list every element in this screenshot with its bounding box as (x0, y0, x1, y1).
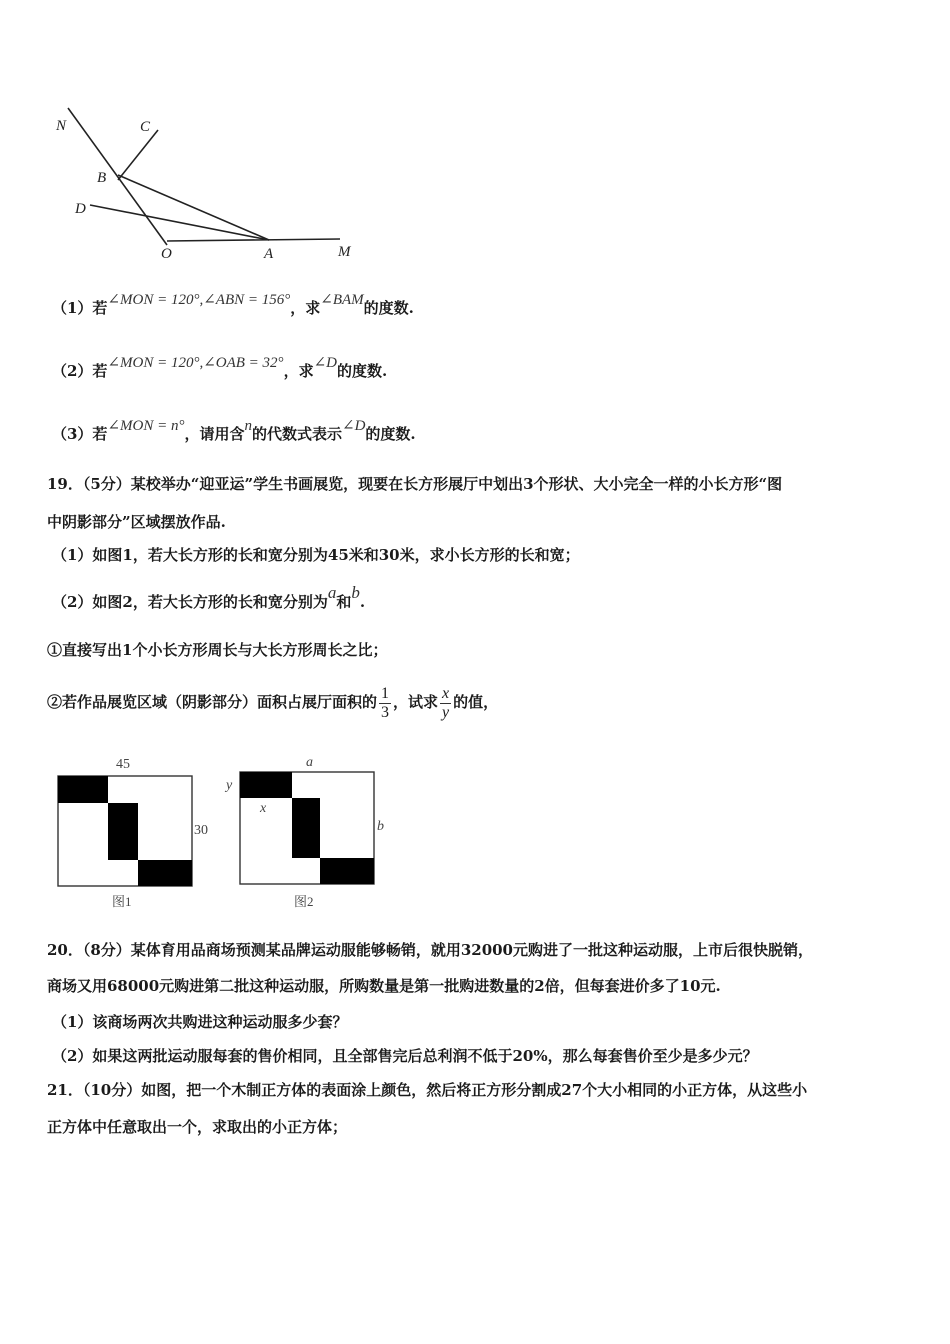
q21-stem-line2: 正方体中任意取出一个，求取出的小正方体； (47, 1118, 348, 1136)
q19-var-b: b (351, 583, 360, 602)
q18-p2-target: ∠D (313, 355, 337, 371)
label-A: A (264, 246, 274, 262)
figure-1 (50, 750, 220, 915)
fig1-length-label: 45 (116, 757, 130, 772)
line-BC (118, 130, 158, 180)
shaded-rect-2 (292, 798, 320, 858)
q19-sub2: ②若作品展览区域（阴影部分）面积占展厅面积的 $\frac{1}{3}$ ，试求 $\frac{x}{y}$ 的值， (47, 684, 499, 721)
shaded-rect-3 (320, 858, 374, 884)
fraction-x-over-y: $\frac{x}{y}$ (442, 684, 450, 721)
q21-stem-line1: 21．（10分）如图，把一个木制正方体的表面涂上颜色，然后将正方形分割成27个大小相同的小正方体，从这些小 (47, 1081, 808, 1099)
fig2-y-label: y (226, 778, 233, 793)
label-B: B (97, 170, 107, 186)
q18-p1-target: ∠BAM (320, 292, 364, 308)
fraction-one-third: $\frac{1}{3}$ (381, 684, 390, 721)
q18-part1: （1）若∠MON = 120°,∠ABN = 156°，求∠BAM的度数. (52, 292, 414, 317)
label-O: O (161, 246, 172, 262)
q20-part2: （2）如果这两批运动服每套的售价相同，且全部售完后总利润不低于20%，那么每套售价至少是多少元？ (52, 1047, 758, 1065)
q20-part1: （1）该商场两次共购进这种运动服多少套？ (52, 1013, 348, 1031)
shaded-rect-1 (240, 772, 292, 798)
q20-stem-line2: 商场又用68000元购进第二批这种运动服，所购数量是第一批购进数量的2倍，但每套进价多了10元. (47, 977, 721, 995)
q19-stem-line2: 中阴影部分”区域摆放作品. (47, 513, 226, 531)
q19-part2: （2）如图2，若大长方形的长和宽分别为a和b. (52, 583, 366, 611)
fig2-x-label: x (260, 801, 267, 816)
angle-figure (40, 100, 370, 270)
fig1-caption: 图1 (112, 894, 132, 909)
q18-part2: （2）若∠MON = 120°,∠OAB = 32°，求∠D的度数. (52, 355, 388, 380)
figure-2 (222, 750, 392, 915)
label-M: M (338, 244, 351, 260)
line-DA (90, 205, 269, 240)
shaded-rect-1 (58, 776, 108, 803)
shaded-rect-3 (138, 860, 192, 886)
q18-p2-condition: ∠MON = 120°,∠OAB = 32° (107, 355, 284, 371)
q18-part3: （3）若∠MON = n°，请用含n的代数式表示∠D的度数. (52, 418, 416, 443)
q18-p3-target: ∠D (342, 418, 366, 434)
line-ON (68, 108, 167, 245)
shaded-rect-2 (108, 803, 138, 860)
fig2-length-label: a (306, 755, 313, 770)
q18-p1-condition: ∠MON = 120°,∠ABN = 156° (107, 292, 291, 308)
fig2-width-label: b (377, 819, 384, 834)
q18-p3-var: n (244, 418, 252, 434)
line-OM (167, 239, 340, 241)
q19-stem-line1: 19．（5分）某校举办“迎亚运”学生书画展览，现要在长方形展厅中划出3个形状、大小完全一样的小长方形“图 (47, 475, 783, 493)
q18-p3-condition: ∠MON = n° (107, 418, 185, 434)
q19-sub1: ①直接写出1个小长方形周长与大长方形周长之比； (47, 641, 388, 659)
label-N: N (56, 118, 67, 134)
q19-part1: （1）如图1，若大长方形的长和宽分别为45米和30米，求小长方形的长和宽； (52, 546, 580, 564)
fig2-caption: 图2 (294, 894, 314, 909)
fig1-width-label: 30 (194, 823, 208, 838)
q20-stem-line1: 20．（8分）某体育用品商场预测某品牌运动服能够畅销，就用32000元购进了一批这种运动服，上市后很快脱销， (47, 941, 814, 959)
q19-var-a: a (327, 583, 337, 602)
label-D: D (75, 201, 86, 217)
label-C: C (140, 119, 151, 135)
